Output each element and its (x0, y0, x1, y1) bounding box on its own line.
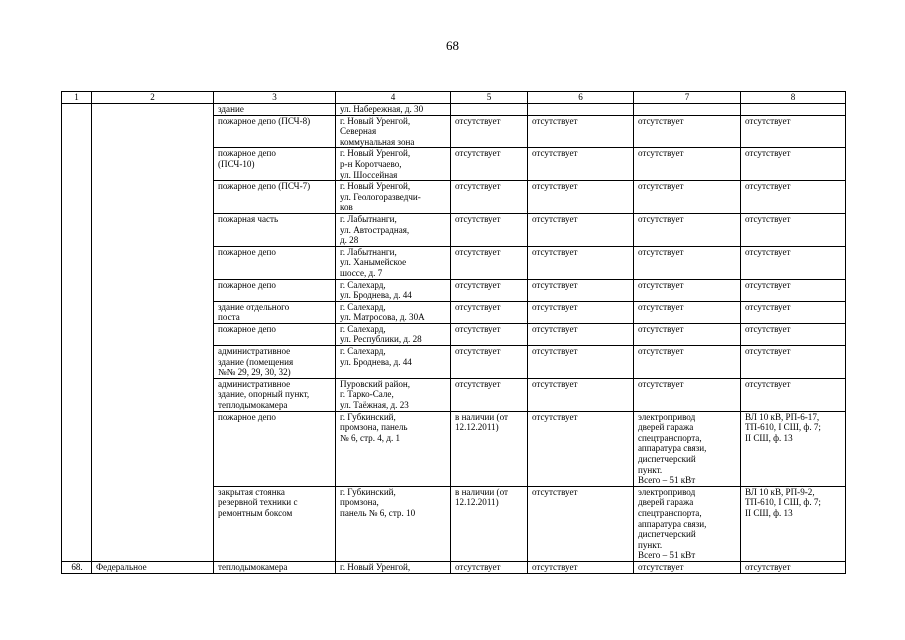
table-cell: отсутствует (634, 561, 741, 573)
table-cell: отсутствует (741, 561, 846, 573)
table-cell: г. Салехард, ул. Матросова, д. 30А (336, 301, 451, 323)
table-cell: административное здание (помещения №№ 29, 29, 30, 32) (214, 346, 336, 379)
table-cell: пожарное депо (214, 246, 336, 279)
table-cell: отсутствует (634, 213, 741, 246)
table-cell (528, 104, 634, 116)
column-header: 6 (528, 92, 634, 104)
table-cell: 68. (62, 561, 92, 573)
table-cell: отсутствует (528, 378, 634, 411)
column-header: 5 (451, 92, 528, 104)
column-header: 4 (336, 92, 451, 104)
table-cell: здание (214, 104, 336, 116)
table-cell: отсутствует (634, 148, 741, 181)
table-cell: ул. Набережная, д. 30 (336, 104, 451, 116)
table-cell: отсутствует (528, 411, 634, 486)
column-header: 1 (62, 92, 92, 104)
table-cell: г. Лабытнанги, ул. Ханымейское шоссе, д. 7 (336, 246, 451, 279)
table-cell: пожарное депо (ПСЧ-8) (214, 115, 336, 148)
table-cell: отсутствует (528, 561, 634, 573)
table-cell: отсутствует (634, 378, 741, 411)
table-cell: отсутствует (451, 213, 528, 246)
table-cell: отсутствует (451, 378, 528, 411)
table-row (62, 104, 846, 116)
table-cell: г. Новый Уренгой, р-н Коротчаево, ул. Шоссейная (336, 148, 451, 181)
table-cell: отсутствует (634, 181, 741, 214)
table-cell: отсутствует (451, 148, 528, 181)
table-cell: отсутствует (741, 301, 846, 323)
table-cell: пожарное депо (214, 279, 336, 301)
table-cell: административное здание, опорный пункт, теплодымокамера (214, 378, 336, 411)
table-cell (62, 104, 92, 562)
table-cell: пожарное депо (214, 323, 336, 345)
table-cell: пожарная часть (214, 213, 336, 246)
table-cell: отсутствует (741, 181, 846, 214)
table-cell: отсутствует (528, 246, 634, 279)
table-cell: отсутствует (451, 181, 528, 214)
table-cell: г. Губкинский, промзона, панель № 6, стр. 4, д. 1 (336, 411, 451, 486)
table-cell: пожарное депо (ПСЧ-7) (214, 181, 336, 214)
column-header: 2 (92, 92, 214, 104)
table-cell: отсутствует (741, 246, 846, 279)
facilities-table (61, 91, 846, 574)
page-number: 68 (446, 38, 459, 53)
table-cell: теплодымокамера (214, 561, 336, 573)
table-cell: отсутствует (451, 115, 528, 148)
table-cell: отсутствует (634, 279, 741, 301)
table-cell: отсутствует (528, 486, 634, 561)
table-cell: отсутствует (634, 346, 741, 379)
table-cell: отсутствует (528, 323, 634, 345)
table-cell: отсутствует (741, 213, 846, 246)
table-cell: отсутствует (528, 279, 634, 301)
table-cell: Пуровский район, г. Тарко-Сале, ул. Таёжная, д. 23 (336, 378, 451, 411)
table-cell: отсутствует (741, 378, 846, 411)
table-cell: г. Салехард, ул. Республики, д. 28 (336, 323, 451, 345)
header-row (62, 92, 846, 104)
table-cell (92, 104, 214, 562)
column-header: 8 (741, 92, 846, 104)
table-cell: отсутствует (741, 115, 846, 148)
table-cell: г. Лабытнанги, ул. Автострадная, д. 28 (336, 213, 451, 246)
table-cell (634, 104, 741, 116)
table-cell: ВЛ 10 кВ, РП-6-17, ТП-610, I СШ, ф. 7; II СШ, ф. 13 (741, 411, 846, 486)
table-cell: отсутствует (528, 213, 634, 246)
table-cell: пожарное депо (214, 411, 336, 486)
table-cell: отсутствует (528, 346, 634, 379)
table-cell: в наличии (от 12.12.2011) (451, 486, 528, 561)
table-cell: отсутствует (528, 181, 634, 214)
table-cell: отсутствует (741, 279, 846, 301)
table-cell: отсутствует (451, 279, 528, 301)
table-cell: отсутствует (528, 148, 634, 181)
table-cell: отсутствует (528, 301, 634, 323)
table-cell: электропривод дверей гаража спецтранспорта, аппаратура связи, диспетчерский пункт. Всего – 51 кВт (634, 411, 741, 486)
table-cell: г. Салехард, ул. Броднева, д. 44 (336, 346, 451, 379)
table-cell: отсутствует (634, 115, 741, 148)
table-cell: отсутствует (741, 148, 846, 181)
table-cell: в наличии (от 12.12.2011) (451, 411, 528, 486)
column-header: 7 (634, 92, 741, 104)
table-cell: г. Губкинский, промзона, панель № 6, стр. 10 (336, 486, 451, 561)
table-cell (741, 104, 846, 116)
table-cell: отсутствует (451, 246, 528, 279)
table-cell: отсутствует (451, 301, 528, 323)
table-cell: Федеральное (92, 561, 214, 573)
table-row (62, 561, 846, 573)
table-cell: электропривод дверей гаража спецтранспорта, аппаратура связи, диспетчерский пункт. Всего – 51 кВт (634, 486, 741, 561)
table-cell: здание отдельного поста (214, 301, 336, 323)
table-cell: пожарное депо (ПСЧ-10) (214, 148, 336, 181)
table-cell: отсутствует (634, 323, 741, 345)
table-cell: ВЛ 10 кВ, РП-9-2, ТП-610, I СШ, ф. 7; II СШ, ф. 13 (741, 486, 846, 561)
column-header: 3 (214, 92, 336, 104)
table-cell: отсутствует (741, 323, 846, 345)
table-cell: отсутствует (451, 561, 528, 573)
table-cell: отсутствует (634, 301, 741, 323)
table-cell: закрытая стоянка резервной техники с ремонтным боксом (214, 486, 336, 561)
table-cell: отсутствует (528, 115, 634, 148)
table-cell: г. Салехард, ул. Броднева, д. 44 (336, 279, 451, 301)
table-body (62, 104, 846, 574)
table-cell: отсутствует (451, 323, 528, 345)
table-cell: отсутствует (634, 246, 741, 279)
table-cell: г. Новый Уренгой, Северная коммунальная зона (336, 115, 451, 148)
table-cell: г. Новый Уренгой, (336, 561, 451, 573)
table-cell: отсутствует (451, 346, 528, 379)
table-cell (451, 104, 528, 116)
table-cell: г. Новый Уренгой, ул. Геологоразведчи- ков (336, 181, 451, 214)
table-cell: отсутствует (741, 346, 846, 379)
